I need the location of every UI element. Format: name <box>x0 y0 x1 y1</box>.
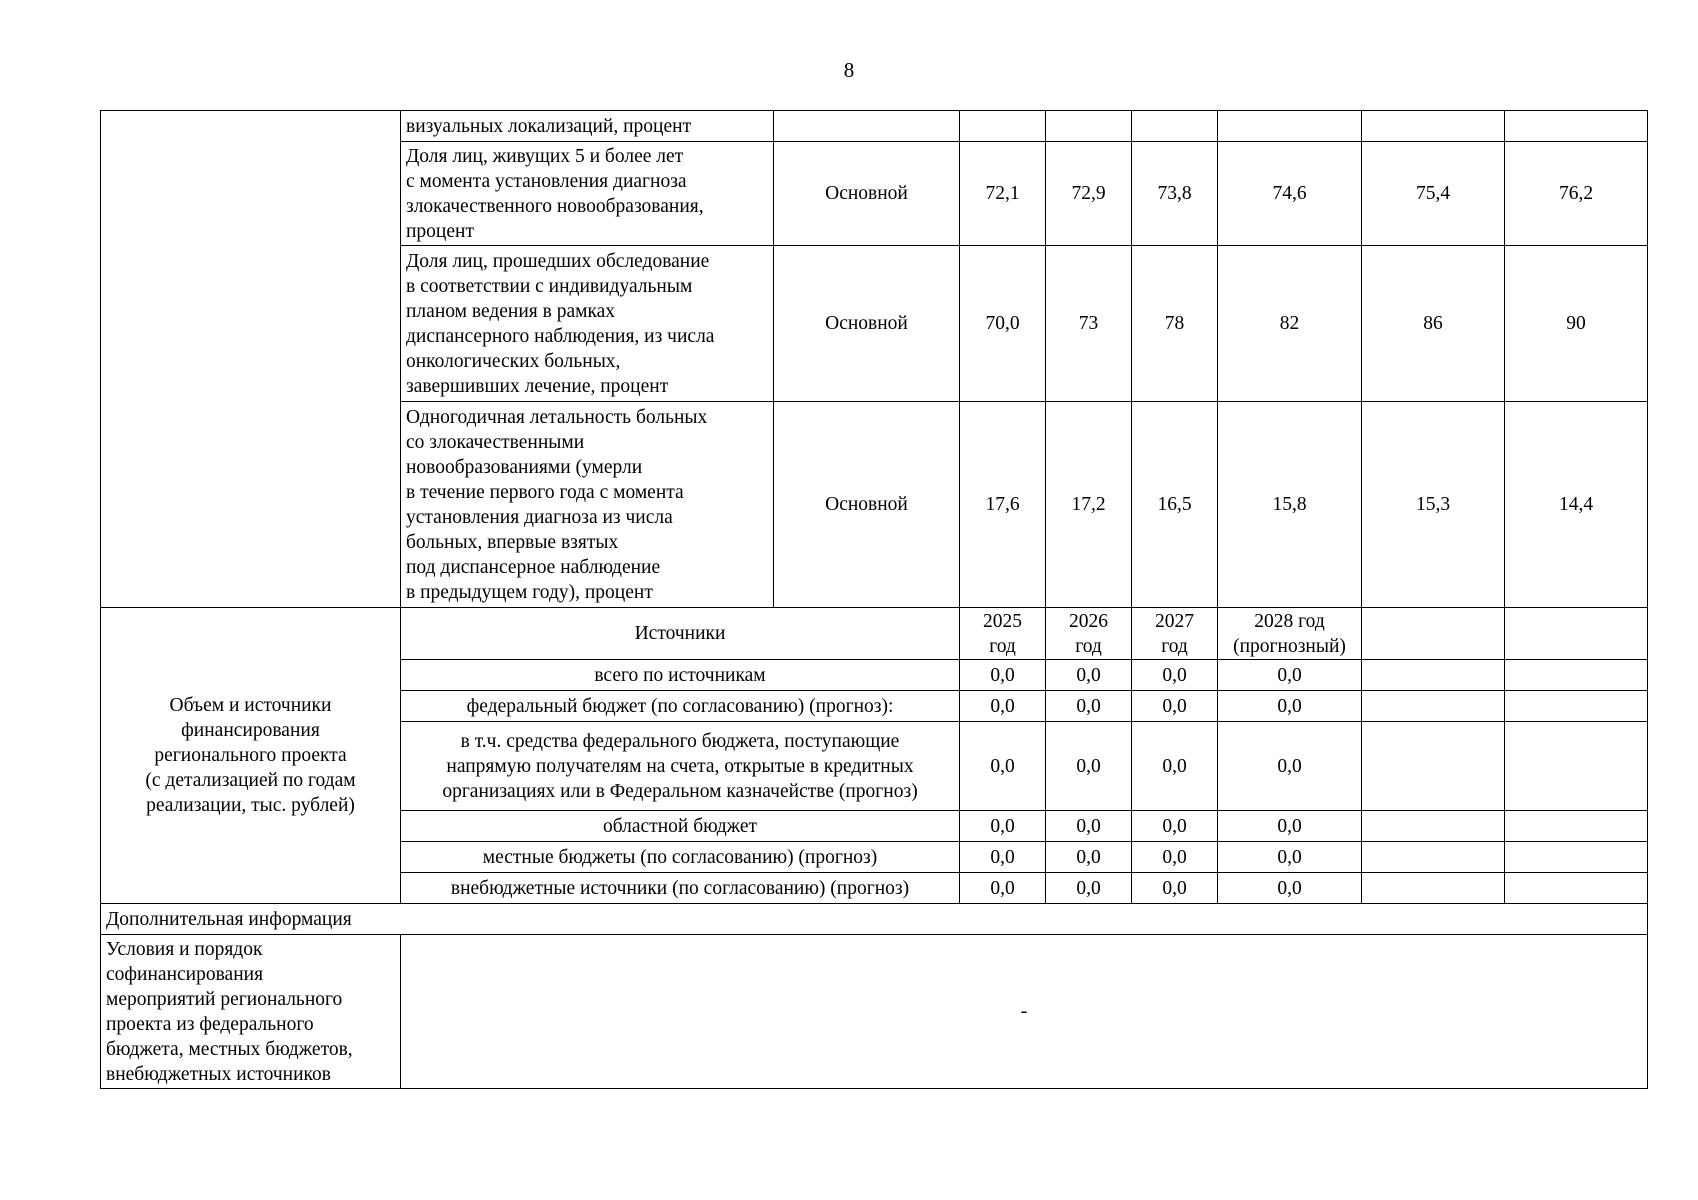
indicator-value: 72,9 <box>1046 142 1132 246</box>
indicator-value: 90 <box>1505 246 1648 402</box>
financing-value: 0,0 <box>1046 842 1132 873</box>
empty-cell <box>1505 842 1648 873</box>
empty-cell <box>1362 842 1505 873</box>
indicator-name: визуальных локализаций, процент <box>401 111 774 142</box>
financing-value: 0,0 <box>1218 842 1362 873</box>
financing-value: 0,0 <box>1132 842 1218 873</box>
additional-info-row <box>101 904 1648 935</box>
financing-value: 0,0 <box>1046 691 1132 722</box>
indicator-value: 17,2 <box>1046 402 1132 608</box>
year-header: 2028 год (прогнозный) <box>1218 608 1362 660</box>
indicator-value: 15,3 <box>1362 402 1505 608</box>
indicator-value: 14,4 <box>1505 402 1648 608</box>
empty-cell <box>1505 660 1648 691</box>
indicator-row <box>101 111 1648 142</box>
indicator-value: 72,1 <box>960 142 1046 246</box>
empty-cell <box>1362 660 1505 691</box>
source-name: в т.ч. средства федерального бюджета, поступающие напрямую получателям на счета, открытые в кредитных организациях или в Федеральном казначействе (прогноз) <box>401 722 960 811</box>
financing-value: 0,0 <box>1046 873 1132 904</box>
financing-value: 0,0 <box>1132 691 1218 722</box>
financing-header-row <box>101 608 1648 660</box>
source-name: федеральный бюджет (по согласованию) (прогноз): <box>401 691 960 722</box>
indicator-value: 16,5 <box>1132 402 1218 608</box>
indicator-name: Доля лиц, живущих 5 и более лет с момента установления диагноза злокачественного новообразования, процент <box>401 142 774 246</box>
year-header: 2025 год <box>960 608 1046 660</box>
financing-value: 0,0 <box>960 811 1046 842</box>
empty-cell <box>1362 811 1505 842</box>
empty-cell <box>1362 608 1505 660</box>
indicator-type <box>774 111 960 142</box>
financing-value: 0,0 <box>1218 873 1362 904</box>
source-name: местные бюджеты (по согласованию) (прогноз) <box>401 842 960 873</box>
empty-cell <box>1362 691 1505 722</box>
year-header: 2026 год <box>1046 608 1132 660</box>
indicator-name: Доля лиц, прошедших обследование в соответствии с индивидуальным планом ведения в рамках диспансерного наблюдения, из числа онкологических больных, завершивших лечение, процент <box>401 246 774 402</box>
indicator-value: 78 <box>1132 246 1218 402</box>
indicator-value: 73 <box>1046 246 1132 402</box>
financing-value: 0,0 <box>960 660 1046 691</box>
indicator-value <box>1362 111 1505 142</box>
financing-value: 0,0 <box>1218 722 1362 811</box>
financing-value: 0,0 <box>960 842 1046 873</box>
page-number: 8 <box>843 58 855 82</box>
indicator-name: Одногодичная летальность больных со злокачественными новообразованиями (умерли в течение первого года с момента установления диагноза из числа больных, впервые взятых под диспансерное наблюдение в предыдущем году), процент <box>401 402 774 608</box>
indicator-type: Основной <box>774 246 960 402</box>
empty-cell <box>1505 811 1648 842</box>
financing-value: 0,0 <box>1218 660 1362 691</box>
financing-value: 0,0 <box>1132 660 1218 691</box>
financing-value: 0,0 <box>1132 873 1218 904</box>
financing-value: 0,0 <box>1218 691 1362 722</box>
source-name: всего по источникам <box>401 660 960 691</box>
financing-value: 0,0 <box>1132 811 1218 842</box>
empty-cell <box>1362 722 1505 811</box>
financing-value: 0,0 <box>1132 722 1218 811</box>
empty-cell <box>1505 608 1648 660</box>
financing-value: 0,0 <box>1046 811 1132 842</box>
indicator-type: Основной <box>774 142 960 246</box>
indicator-value: 86 <box>1362 246 1505 402</box>
financing-value: 0,0 <box>1046 722 1132 811</box>
cofinancing-label: Условия и порядок софинансирования мероприятий регионального проекта из федерального бюджета, местных бюджетов, внебюджетных источников <box>101 935 401 1089</box>
indicators-label-cell <box>101 111 401 608</box>
financing-value: 0,0 <box>960 873 1046 904</box>
financing-value: 0,0 <box>960 722 1046 811</box>
indicator-value <box>960 111 1046 142</box>
indicator-value: 75,4 <box>1362 142 1505 246</box>
indicator-value: 70,0 <box>960 246 1046 402</box>
financing-label: Объем и источники финансирования регионального проекта (с детализацией по годам реализации, тыс. рублей) <box>101 608 401 904</box>
indicator-type: Основной <box>774 402 960 608</box>
indicator-value: 82 <box>1218 246 1362 402</box>
empty-cell <box>1505 873 1648 904</box>
year-header: 2027 год <box>1132 608 1218 660</box>
empty-cell <box>1505 691 1648 722</box>
indicator-value: 15,8 <box>1218 402 1362 608</box>
financing-value: 0,0 <box>1218 811 1362 842</box>
project-table <box>100 110 1648 1089</box>
source-name: областной бюджет <box>401 811 960 842</box>
indicator-value <box>1046 111 1132 142</box>
indicator-value <box>1218 111 1362 142</box>
cofinancing-row <box>101 935 1648 1089</box>
indicator-value: 17,6 <box>960 402 1046 608</box>
source-name: внебюджетные источники (по согласованию) (прогноз) <box>401 873 960 904</box>
indicator-value <box>1505 111 1648 142</box>
sources-header: Источники <box>401 608 960 660</box>
indicator-value <box>1132 111 1218 142</box>
indicator-value: 73,8 <box>1132 142 1218 246</box>
additional-info-heading: Дополнительная информация <box>101 904 1648 935</box>
indicator-value: 74,6 <box>1218 142 1362 246</box>
cofinancing-value: - <box>401 935 1648 1089</box>
empty-cell <box>1362 873 1505 904</box>
financing-value: 0,0 <box>1046 660 1132 691</box>
financing-value: 0,0 <box>960 691 1046 722</box>
empty-cell <box>1505 722 1648 811</box>
indicator-value: 76,2 <box>1505 142 1648 246</box>
